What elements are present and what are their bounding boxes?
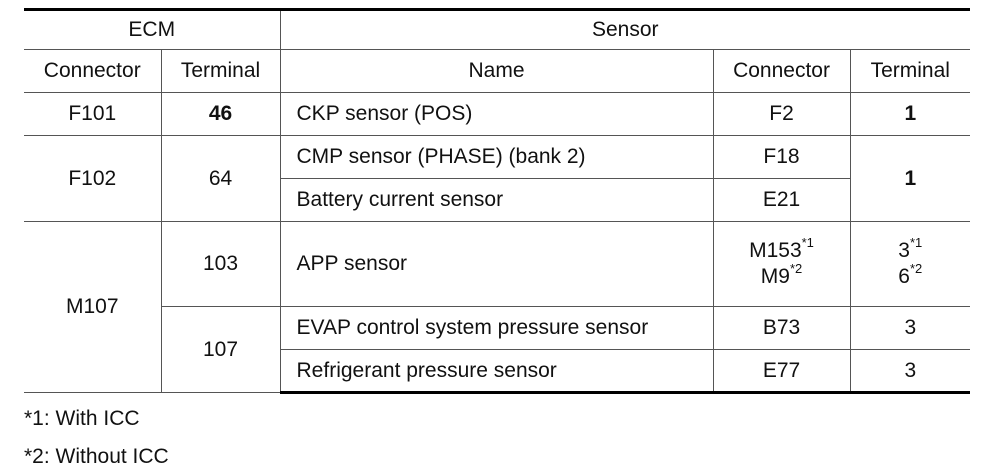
sensor-terminal-cell xyxy=(850,222,970,307)
sensor-name-cell: CMP sensor (PHASE) (bank 2) xyxy=(280,136,713,179)
sensor-connector-cell: E21 xyxy=(713,179,850,222)
ecm-terminal-cell: 46 xyxy=(161,93,280,136)
sensor-terminal-cell: 1 xyxy=(850,93,970,136)
table-row xyxy=(24,93,970,136)
sensor-connector-cell xyxy=(713,222,850,307)
sensor-name-cell: CKP sensor (POS) xyxy=(280,93,713,136)
ecm-connector-cell: M107 xyxy=(24,222,161,393)
col-ecm-connector: Connector xyxy=(24,50,161,93)
ecm-terminal-cell: 103 xyxy=(161,222,280,307)
table-row xyxy=(24,136,970,179)
ecm-sensor-table xyxy=(24,8,970,394)
sensor-connector-cell: E77 xyxy=(713,350,850,393)
footnote-2: *2: Without ICC xyxy=(24,445,169,468)
sensor-name-cell: Refrigerant pressure sensor xyxy=(280,350,713,393)
sensor-connector-cell: F2 xyxy=(713,93,850,136)
ecm-connector-cell: F101 xyxy=(24,93,161,136)
sensor-header: Sensor xyxy=(280,10,970,50)
col-sensor-connector: Connector xyxy=(713,50,850,93)
sensor-connector-cell: F18 xyxy=(713,136,850,179)
ecm-header: ECM xyxy=(24,10,280,50)
table-row xyxy=(24,307,970,350)
col-sensor-terminal: Terminal xyxy=(850,50,970,93)
ecm-connector-cell: F102 xyxy=(24,136,161,222)
sensor-name-cell: Battery current sensor xyxy=(280,179,713,222)
header-row-1 xyxy=(24,10,970,50)
sensor-name-cell: APP sensor xyxy=(280,222,713,307)
sensor-terminal-cell: 1 xyxy=(850,136,970,222)
sensor-terminal-cell: 3 xyxy=(850,307,970,350)
table-row xyxy=(24,222,970,307)
terminal-without-icc: 6$^{*2}$ xyxy=(898,261,923,288)
sensor-name-cell: EVAP control system pressure sensor xyxy=(280,307,713,350)
sensor-terminal-cell: 3 xyxy=(850,350,970,393)
footnotes xyxy=(24,400,169,476)
sensor-connector-cell: B73 xyxy=(713,307,850,350)
col-sensor-name: Name xyxy=(280,50,713,93)
connector-without-icc: M9$^{*2}$ xyxy=(760,261,803,288)
ecm-terminal-cell: 64 xyxy=(161,136,280,222)
footnote-1: *1: With ICC xyxy=(24,407,140,430)
ecm-terminal-cell: 107 xyxy=(161,307,280,393)
col-ecm-terminal: Terminal xyxy=(161,50,280,93)
terminal-with-icc: 3$^{*1}$ xyxy=(898,235,923,262)
connector-with-icc: M153$^{*1}$ xyxy=(749,235,814,262)
header-row-2 xyxy=(24,50,970,93)
